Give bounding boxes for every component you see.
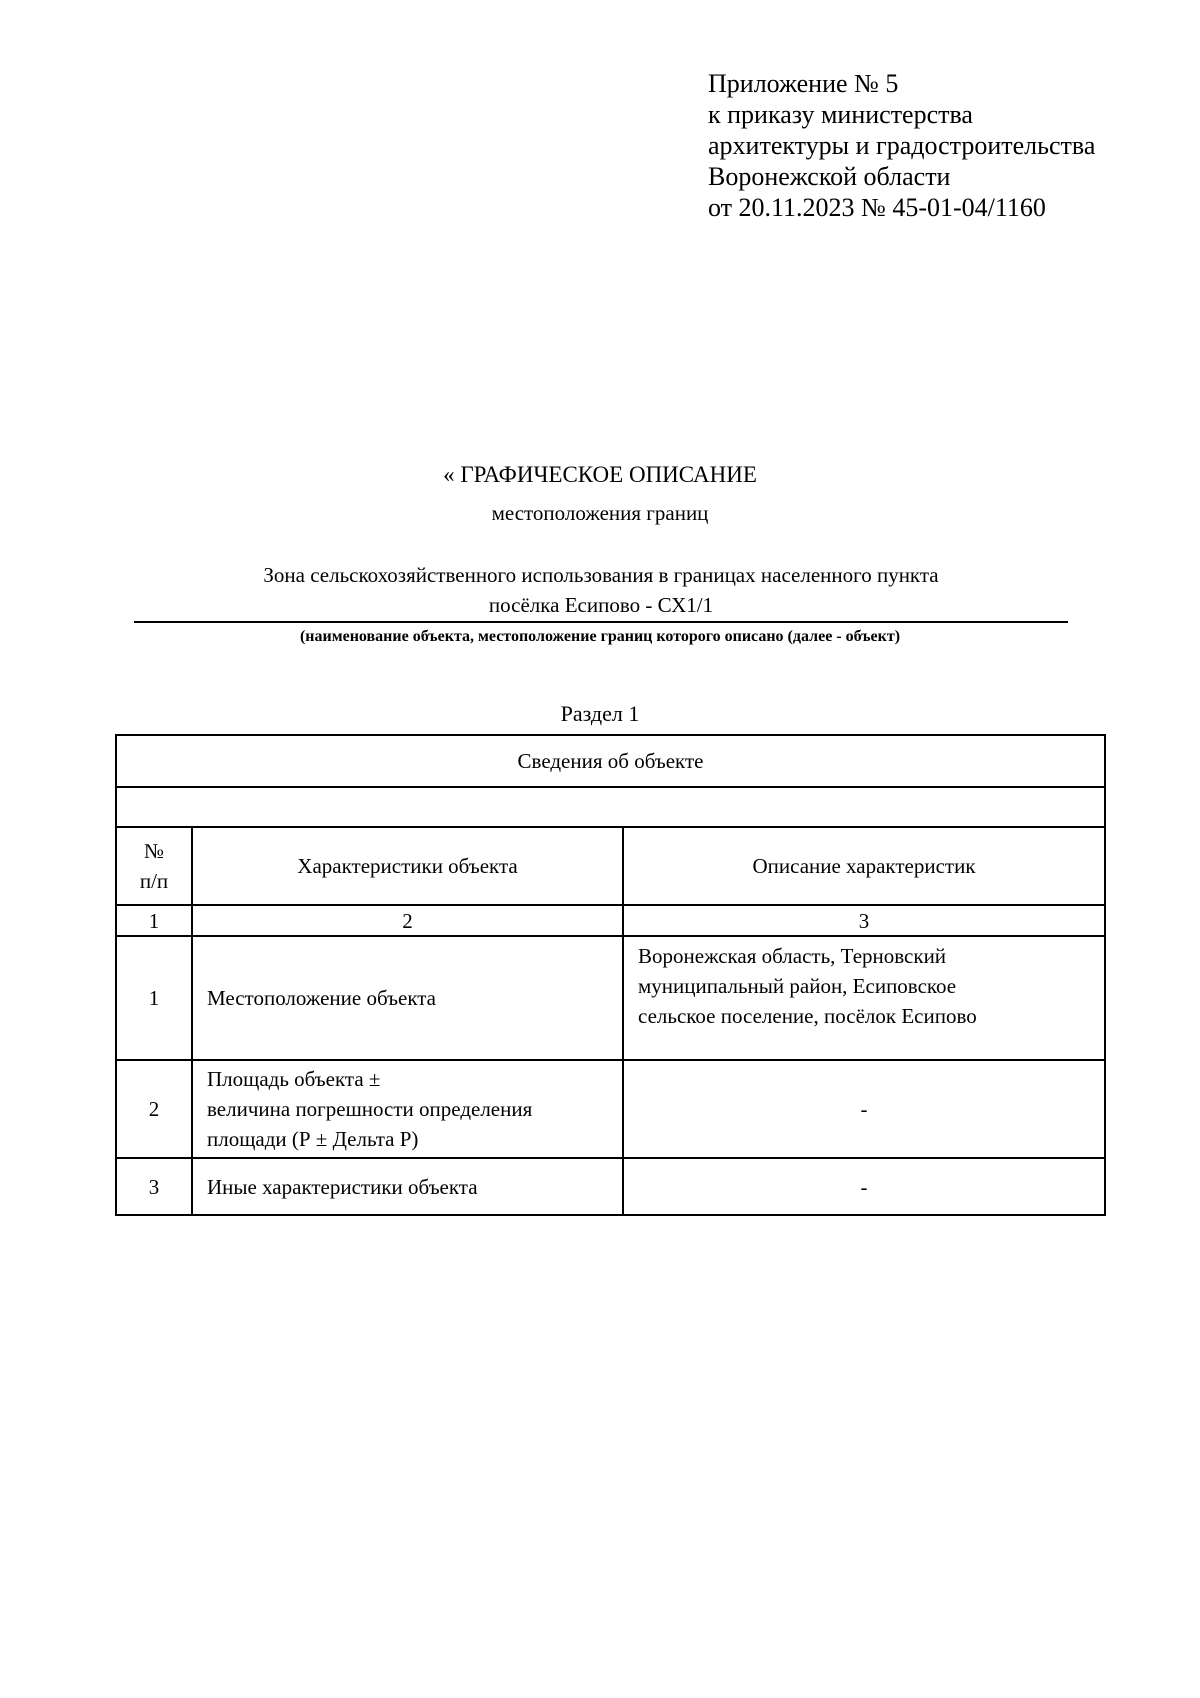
object-caption: (наименование объекта, местоположение границ которого описано (далее - объект) xyxy=(299,628,901,645)
table-title-row xyxy=(116,735,1105,787)
table-empty-cell xyxy=(116,787,1105,827)
object-name-line: Зона сельскохозяйственного использования в границах населенного пункта xyxy=(263,563,939,587)
table-title: Сведения об объекте xyxy=(116,735,1105,787)
column-number: 1 xyxy=(116,905,192,936)
row-description xyxy=(623,936,1105,1060)
appendix-line: от 20.11.2023 № 45-01-04/1160 xyxy=(708,193,1046,222)
appendix-header xyxy=(708,68,1095,223)
appendix-line: к приказу министерства xyxy=(708,100,973,129)
row-description: - xyxy=(623,1060,1105,1158)
table-row xyxy=(116,1060,1105,1158)
appendix-line: архитектуры и градостроительства xyxy=(708,131,1096,160)
document-title: « ГРАФИЧЕСКОЕ ОПИСАНИЕ xyxy=(443,462,757,487)
header-num-line: п/п xyxy=(139,869,169,893)
table-header-row xyxy=(116,827,1105,905)
row-description-line: сельское поселение, посёлок Есипово xyxy=(638,1004,977,1028)
document-subtitle: местоположения границ xyxy=(491,501,709,525)
row-characteristic: Местоположение объекта xyxy=(192,936,623,1060)
row-characteristic: Иные характеристики объекта xyxy=(192,1158,623,1215)
row-description-line: Воронежская область, Терновский xyxy=(638,944,947,968)
row-num: 2 xyxy=(116,1060,192,1158)
row-num: 3 xyxy=(116,1158,192,1215)
section-title: Раздел 1 xyxy=(560,701,640,726)
row-characteristic-line: площади (Р ± Дельта Р) xyxy=(207,1127,419,1151)
column-number: 2 xyxy=(192,905,623,936)
object-name xyxy=(134,560,1068,623)
table-row xyxy=(116,936,1105,1060)
appendix-line: Воронежской области xyxy=(708,162,951,191)
row-characteristic-line: величина погрешности определения xyxy=(207,1097,533,1121)
table-row xyxy=(116,1158,1105,1215)
table-column-numbers-row xyxy=(116,905,1105,936)
appendix-line: Приложение № 5 xyxy=(708,69,899,98)
object-name-line: посёлка Есипово - СХ1/1 xyxy=(488,593,714,617)
row-characteristic-line: Площадь объекта ± xyxy=(207,1067,381,1091)
header-characteristic: Характеристики объекта xyxy=(192,827,623,905)
header-description: Описание характеристик xyxy=(623,827,1105,905)
table-empty-row xyxy=(116,787,1105,827)
row-characteristic xyxy=(192,1060,623,1158)
header-num xyxy=(116,827,192,905)
column-number: 3 xyxy=(623,905,1105,936)
row-num: 1 xyxy=(116,936,192,1060)
row-description-line: муниципальный район, Есиповское xyxy=(638,974,957,998)
object-info-table xyxy=(115,734,1106,1216)
row-description: - xyxy=(623,1158,1105,1215)
header-num-line: № xyxy=(143,839,165,863)
